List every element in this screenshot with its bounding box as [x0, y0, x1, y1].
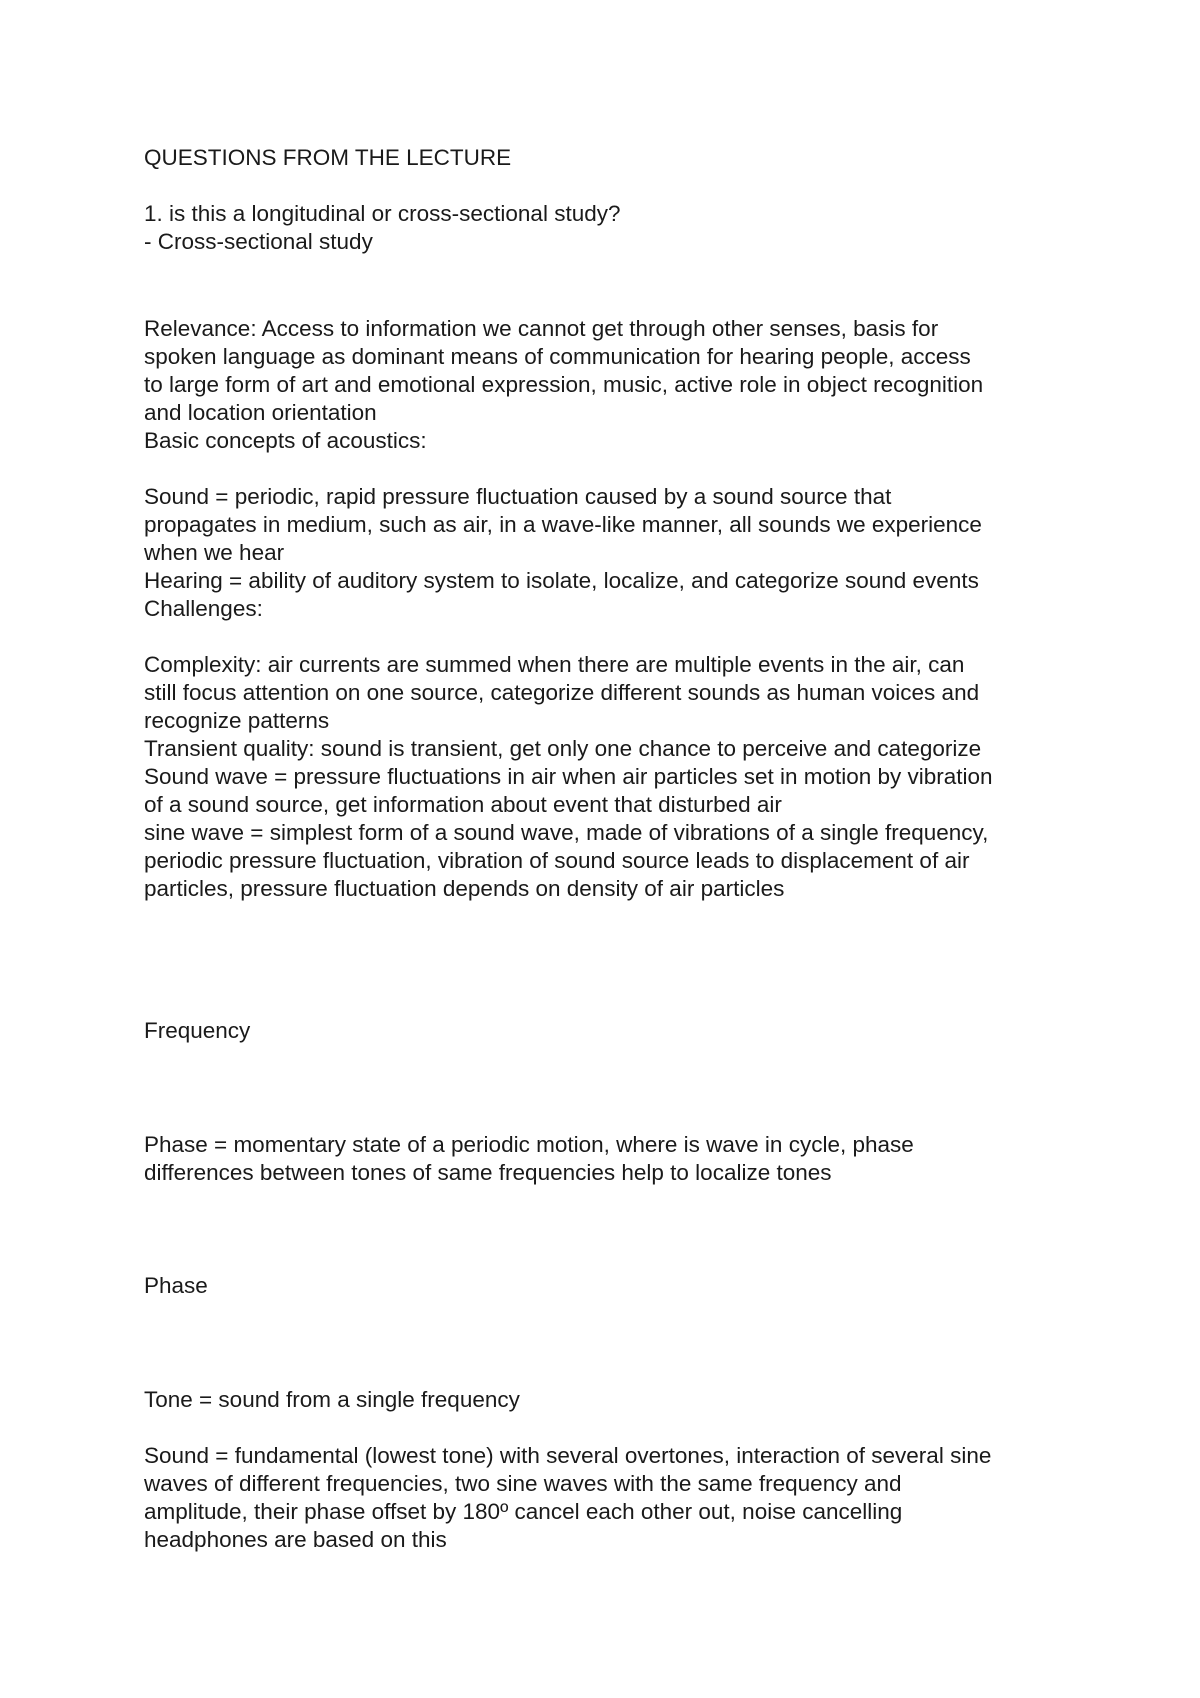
- phase-definition-line-1: Phase = momentary state of a periodic motion, where is wave in cycle, phase: [144, 1132, 914, 1157]
- relevance-line-3: to large form of art and emotional expression, music, active role in object recognition: [144, 372, 984, 397]
- sine-wave-line-3: particles, pressure fluctuation depends on density of air particles: [144, 876, 785, 901]
- tone-definition: Tone = sound from a single frequency: [144, 1387, 520, 1412]
- sound-definition-line-3: when we hear: [144, 540, 285, 565]
- sound-fundamental-line-4: headphones are based on this: [144, 1527, 447, 1552]
- document-heading: QUESTIONS FROM THE LECTURE: [144, 145, 512, 170]
- complexity-line-1: Complexity: air currents are summed when there are multiple events in the air, can: [144, 652, 965, 677]
- complexity-line-3: recognize patterns: [144, 708, 330, 733]
- phase-heading: Phase: [144, 1273, 208, 1298]
- sine-wave-line-2: periodic pressure fluctuation, vibration of sound source leads to displacement of air: [144, 848, 970, 873]
- relevance-line-4: and location orientation: [144, 400, 377, 425]
- sound-definition-line-2: propagates in medium, such as air, in a wave-like manner, all sounds we experience: [144, 512, 982, 537]
- sine-wave-line-1: sine wave = simplest form of a sound wave, made of vibrations of a single frequency,: [144, 820, 989, 845]
- basic-concepts-label: Basic concepts of acoustics:: [144, 428, 427, 453]
- sound-definition-line-1: Sound = periodic, rapid pressure fluctuation caused by a sound source that: [144, 484, 892, 509]
- complexity-line-2: still focus attention on one source, categorize different sounds as human voices and: [144, 680, 980, 705]
- hearing-definition: Hearing = ability of auditory system to isolate, localize, and categorize sound events: [144, 568, 979, 593]
- question-1: 1. is this a longitudinal or cross-sectional study?: [144, 201, 621, 226]
- sound-fundamental-line-2: waves of different frequencies, two sine waves with the same frequency and: [144, 1471, 902, 1496]
- transient-quality: Transient quality: sound is transient, get only one chance to perceive and categorize: [144, 736, 982, 761]
- relevance-line-2: spoken language as dominant means of communication for hearing people, access: [144, 344, 971, 369]
- sound-fundamental-line-1: Sound = fundamental (lowest tone) with several overtones, interaction of several sine: [144, 1443, 992, 1468]
- challenges-label: Challenges:: [144, 596, 263, 621]
- frequency-heading: Frequency: [144, 1018, 251, 1043]
- sound-wave-line-2: of a sound source, get information about event that disturbed air: [144, 792, 782, 817]
- relevance-line-1: Relevance: Access to information we cannot get through other senses, basis for: [144, 316, 939, 341]
- sound-fundamental-line-3: amplitude, their phase offset by 180º cancel each other out, noise cancelling: [144, 1499, 903, 1524]
- answer-1: - Cross-sectional study: [144, 229, 373, 254]
- phase-definition-line-2: differences between tones of same frequencies help to localize tones: [144, 1160, 832, 1185]
- sound-wave-line-1: Sound wave = pressure fluctuations in air when air particles set in motion by vibration: [144, 764, 993, 789]
